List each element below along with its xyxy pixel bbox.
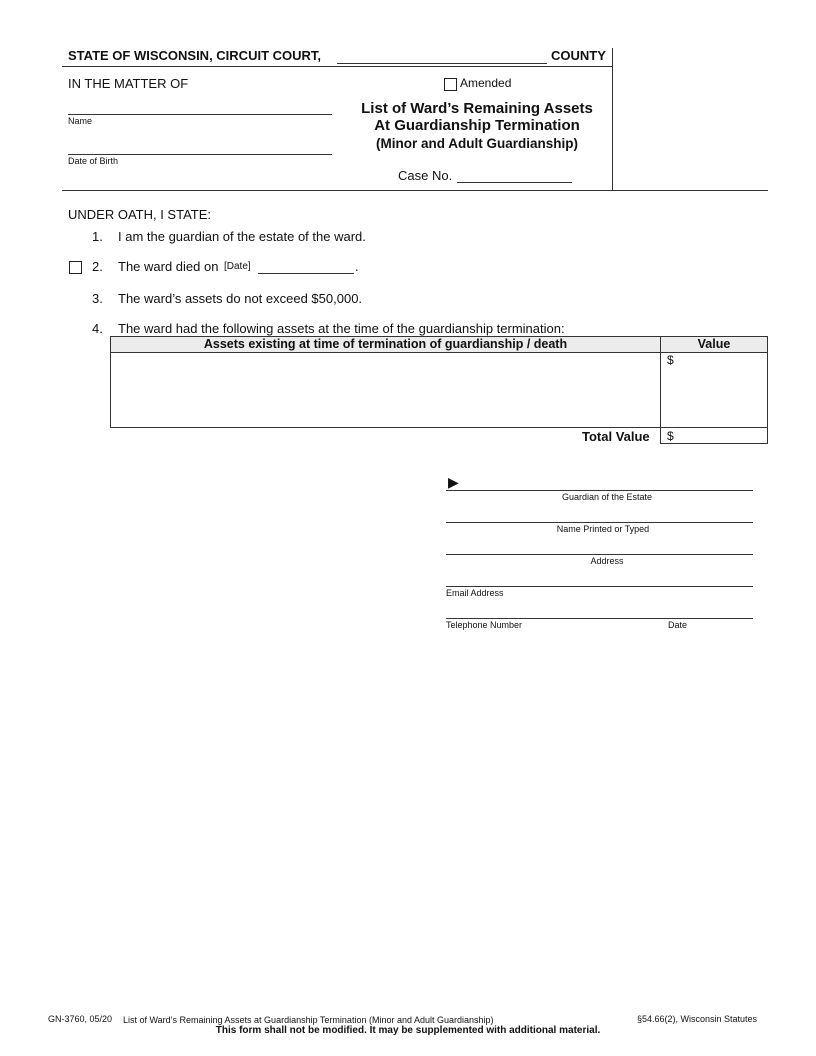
- court-heading: STATE OF WISCONSIN, CIRCUIT COURT,: [68, 48, 322, 63]
- date-label: [Date]: [224, 261, 251, 272]
- telephone-label: Telephone Number: [446, 620, 523, 630]
- ward-died-checkbox[interactable]: [69, 261, 82, 274]
- name-label: Name: [68, 116, 93, 126]
- email-label: Email Address: [446, 588, 504, 598]
- title-line-1: List of Ward’s Remaining Assets: [361, 100, 593, 117]
- name-printed-label: Name Printed or Typed: [556, 524, 650, 534]
- address-line[interactable]: [446, 554, 753, 555]
- statute-reference: §54.66(2), Wisconsin Statutes: [637, 1014, 758, 1024]
- oath-heading: UNDER OATH, I STATE:: [68, 207, 212, 222]
- item-1-number: 1.: [92, 229, 103, 244]
- form-title: [342, 100, 612, 151]
- dob-label: Date of Birth: [68, 156, 119, 166]
- email-line[interactable]: [446, 586, 753, 587]
- item-2-text: The ward died on: [118, 259, 219, 274]
- header-vertical-divider: [612, 48, 613, 190]
- assets-value-input[interactable]: [676, 354, 768, 428]
- item-2-number: 2.: [92, 259, 103, 274]
- case-no-label: Case No.: [398, 168, 453, 183]
- name-printed-line[interactable]: [446, 522, 753, 523]
- county-input[interactable]: [337, 48, 547, 64]
- ward-name-input[interactable]: [68, 100, 332, 115]
- guardian-label: Guardian of the Estate: [561, 492, 653, 502]
- footer-form-title: List of Ward’s Remaining Assets at Guardianship Termination (Minor and Adult Guardianship): [123, 1015, 494, 1025]
- dob-input[interactable]: [68, 140, 332, 155]
- item-3-text: The ward’s assets do not exceed $50,000.: [118, 291, 363, 306]
- address-label: Address: [590, 556, 624, 566]
- modification-notice: This form shall not be modified. It may be supplemented with additional material.: [215, 1025, 601, 1036]
- title-line-3: (Minor and Adult Guardianship): [376, 136, 578, 151]
- amended-label: Amended: [460, 76, 512, 90]
- item-3-number: 3.: [92, 291, 103, 306]
- signature-arrow-icon: ▶: [448, 474, 459, 490]
- amended-checkbox[interactable]: [444, 78, 457, 91]
- case-no-input[interactable]: [457, 167, 572, 183]
- header-top-rule: [62, 66, 612, 67]
- form-id: GN-3760, 05/20: [48, 1014, 113, 1024]
- period: .: [355, 259, 359, 274]
- item-4-text: The ward had the following assets at the time of the guardianship termination:: [118, 321, 565, 336]
- total-value-input[interactable]: [676, 429, 764, 443]
- value-dollar-sign: $: [667, 353, 674, 367]
- county-label: COUNTY: [551, 48, 606, 63]
- date-signature-label: Date: [668, 620, 688, 630]
- guardian-signature-line[interactable]: [446, 490, 753, 491]
- assets-column-header: Assets existing at time of termination of guardianship / death: [203, 337, 568, 351]
- total-value-label: Total Value: [582, 429, 650, 444]
- total-dollar-sign: $: [667, 429, 674, 443]
- title-line-2: At Guardianship Termination: [374, 117, 580, 134]
- in-matter-of-label: IN THE MATTER OF: [68, 76, 189, 91]
- item-4-number: 4.: [92, 321, 103, 336]
- assets-description-input[interactable]: [113, 354, 660, 428]
- death-date-input[interactable]: [258, 259, 354, 274]
- header-bottom-rule: [62, 190, 768, 191]
- item-1-text: I am the guardian of the estate of the ward.: [118, 229, 366, 244]
- value-column-header: Value: [697, 337, 731, 351]
- telephone-date-line[interactable]: [446, 618, 753, 619]
